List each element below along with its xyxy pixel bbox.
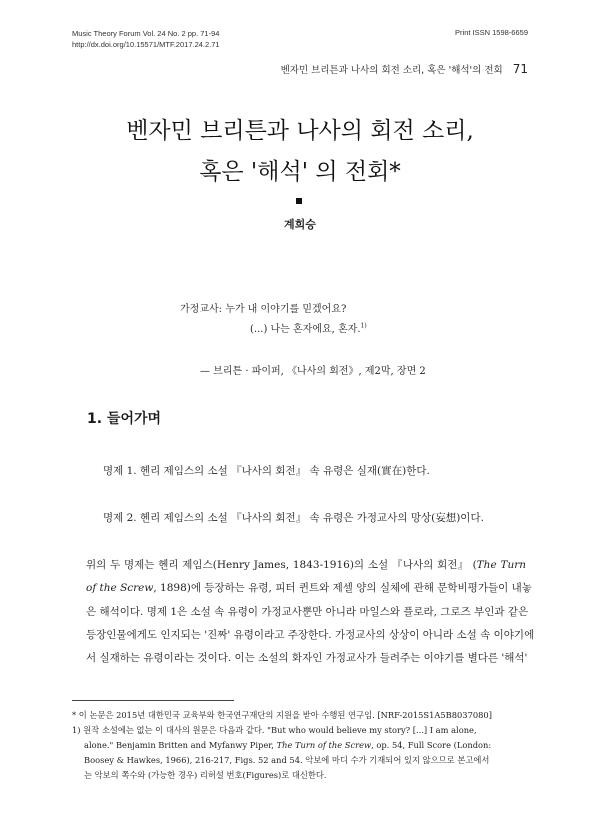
body-line-4: 등장인물에게도 인지되는 '진짜' 유령이라고 주장한다. 가정교사의 상상이 아니라 소설 속 이야기에 <box>86 629 535 641</box>
page-number: 71 <box>512 62 528 76</box>
footnote-1-line-3: Boosey & Hawkes, 1966), 216-217, Figs. 52 and 54. 악보에 마디 수가 기재되어 있지 않으므로 본고에서 <box>84 755 490 765</box>
body-text: 위의 두 명제는 헨리 제임스(Henry James, 1843-1916)의 소설 『나사의 회전』 ( <box>86 559 477 571</box>
paper-title-line-1: 벤자민 브리튼과 나사의 회전 소리, <box>126 118 474 144</box>
footnote-ref-1[interactable]: 1) <box>360 322 367 330</box>
footnote-italic-title: The Turn of the Screw <box>276 740 372 750</box>
body-italic-title: The Turn <box>476 559 526 571</box>
title-separator-square-icon <box>296 198 302 204</box>
footnote-text: alone." Benjamin Britten and Myfanwy Piper, <box>84 740 277 750</box>
author-name: 계희승 <box>284 218 316 231</box>
running-header <box>281 62 528 76</box>
body-italic-title: of the Screw <box>86 582 154 594</box>
section-heading: 1. 들어가며 <box>87 411 162 427</box>
footnote-1-line-1: 1) 원작 소설에는 없는 이 대사의 원문은 다음과 같다. "But who would believe my story? [...] I am alone, <box>72 725 477 735</box>
running-title: 벤자민 브리튼과 나사의 회전 소리, 혹은 '해석'의 전회 <box>280 65 503 76</box>
journal-line: Music Theory Forum Vol. 24 No. 2 pp. 71-94 <box>72 29 220 38</box>
epigraph-line-1: 가정교사: 누가 내 이야기를 믿겠어요? <box>180 304 347 315</box>
proposition-2: 명제 2. 헨리 제임스의 소설 『나사의 회전』 속 유령은 가정교사의 망상(妄想)이다. <box>103 512 484 524</box>
body-line-1 <box>86 557 526 572</box>
footnote-1-line-4: 는 악보의 쪽수와 (가능한 경우) 리허설 번호(Figures)로 대신한다. <box>84 770 327 780</box>
paper-title-line-2: 혹은 '해석' 의 전회* <box>199 159 401 185</box>
epigraph-line-2 <box>250 320 367 335</box>
footnote-star: * 이 논문은 2015년 대한민국 교육부와 한국연구재단의 지원을 받아 수행된 연구임. [NRF-2015S1A5B8037080] <box>72 710 492 720</box>
journal-info <box>72 28 220 50</box>
body-line-3: 은 해석이다. 명제 1은 소설 속 유령이 가정교사뿐만 아니라 마일스와 플로라, 그로즈 부인과 같은 <box>86 606 529 618</box>
body-line-2 <box>86 580 532 595</box>
proposition-1: 명제 1. 헨리 제임스의 소설 『나사의 회전』 속 유령은 실재(實在)한다. <box>103 465 430 477</box>
epigraph-line-2-text: (...) 나는 혼자에요, 혼자. <box>250 324 361 335</box>
footnote-divider <box>72 700 234 701</box>
epigraph-source: — 브리튼 · 파이퍼, 《나사의 회전》, 제2막, 장면 2 <box>200 366 426 377</box>
body-line-5: 서 실재하는 유령이라는 것이다. 이는 소설의 화자인 가정교사가 들려주는 이야기를 별다른 '해석' <box>86 652 528 664</box>
issn-label: Print ISSN 1598-6659 <box>455 28 528 37</box>
footnote-1-line-2 <box>72 738 532 753</box>
body-text: , 1898)에 등장하는 유령, 피터 퀸트와 제셀 양의 실체에 관해 문학비평가들이 내놓 <box>153 582 532 594</box>
doi-line[interactable]: http://dx.doi.org/10.15571/MTF.2017.24.2.71 <box>72 40 220 49</box>
footnote-text: , op. 54, Full Score (London: <box>371 740 492 750</box>
footnote-1 <box>72 723 532 783</box>
